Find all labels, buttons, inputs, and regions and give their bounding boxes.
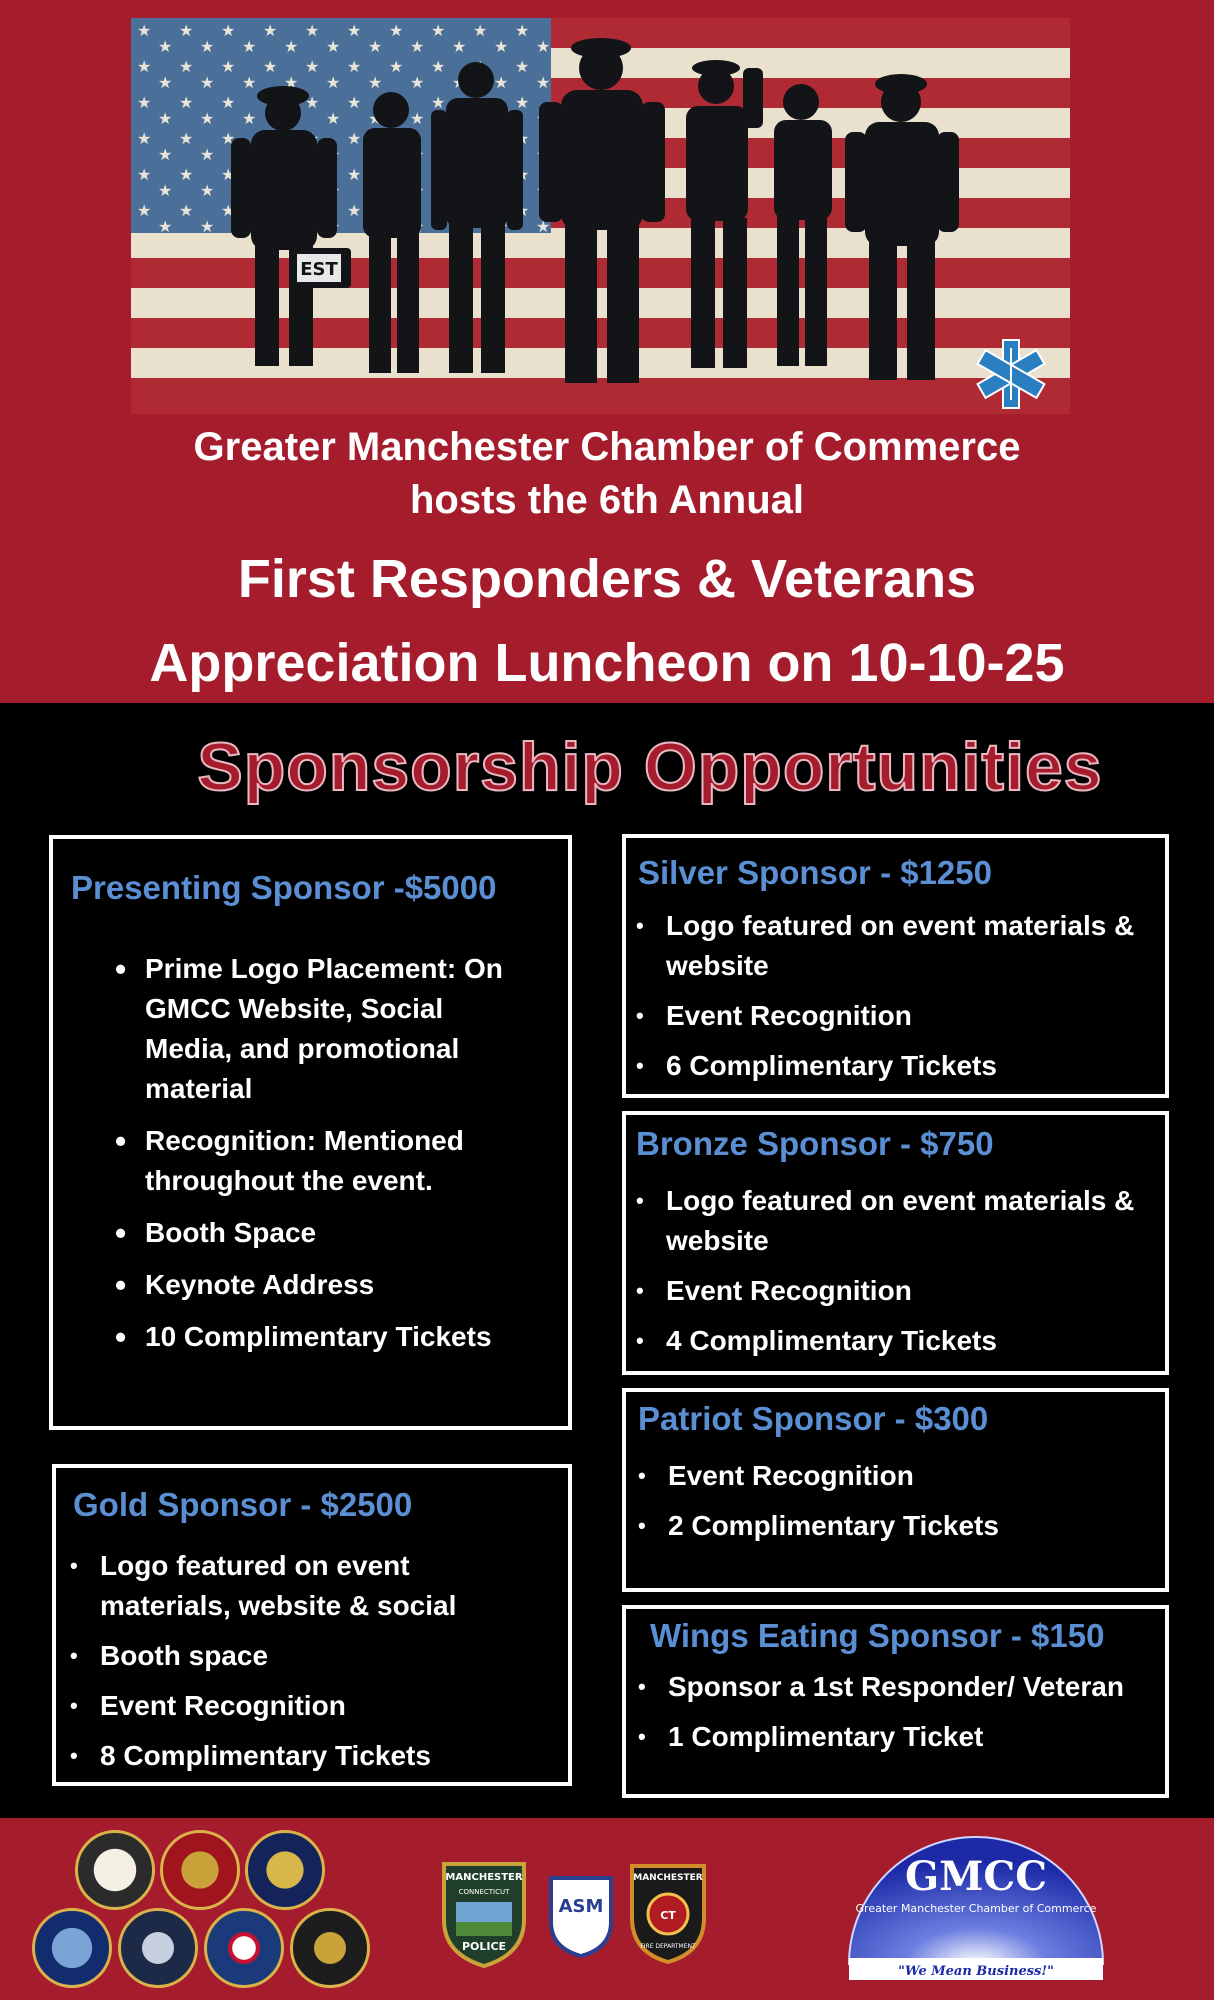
card-title: Bronze Sponsor - $750 <box>636 1125 994 1162</box>
coast-guard-seal-icon <box>204 1908 284 1988</box>
benefits-list <box>111 949 531 1369</box>
chamber-heading: Greater Manchester Chamber of Commerce <box>193 425 1021 469</box>
hosts-heading: hosts the 6th Annual <box>409 478 805 522</box>
list-item: • 8 Complimentary Tickets <box>66 1736 546 1776</box>
event-title-line1: First Responders & Veterans <box>237 549 977 609</box>
gold-sponsor-card <box>52 1464 572 1786</box>
svg-text:MANCHESTER: MANCHESTER <box>633 1873 703 1883</box>
svg-text:Greater Manchester Chamber of: Greater Manchester Chamber of Commerce <box>855 1902 1097 1915</box>
card-title: Presenting Sponsor -$5000 <box>71 869 497 906</box>
benefits-list <box>632 1181 1152 1371</box>
presenting-sponsor-card <box>49 835 572 1430</box>
list-item: • 6 Complimentary Tickets <box>632 1046 1152 1086</box>
card-title: Silver Sponsor - $1250 <box>638 854 992 891</box>
benefits-list <box>632 906 1152 1096</box>
gmcc-logo <box>845 1832 1107 1982</box>
list-item: • 2 Complimentary Tickets <box>634 1506 1154 1546</box>
list-item: • Recognition: Mentioned throughout the event. <box>111 1121 531 1201</box>
manchester-fire-department-badge-icon <box>626 1860 710 1966</box>
list-item: • 1 Complimentary Ticket <box>634 1717 1154 1757</box>
first-responders-flag-banner <box>131 18 1070 414</box>
ambulance-service-badge-icon <box>545 1872 617 1960</box>
event-title-line2: Appreciation Luncheon on 10-10-25 <box>149 633 1065 693</box>
army-seal-icon <box>75 1830 155 1910</box>
list-item: • Event Recognition <box>634 1456 1154 1496</box>
svg-text:FIRE DEPARTMENT: FIRE DEPARTMENT <box>640 1943 696 1950</box>
svg-text:CT: CT <box>660 1909 676 1922</box>
bronze-sponsor-card <box>622 1111 1169 1375</box>
space-force-seal-icon <box>118 1908 198 1988</box>
svg-text:MANCHESTER: MANCHESTER <box>445 1872 523 1883</box>
list-item: • Logo featured on event materials & website <box>632 906 1152 986</box>
svg-text:"We Mean Business!": "We Mean Business!" <box>898 1964 1054 1979</box>
list-item: • Event Recognition <box>632 1271 1152 1311</box>
air-force-seal-icon <box>32 1908 112 1988</box>
navy-seal-icon <box>245 1830 325 1910</box>
list-item: • Booth space <box>66 1636 546 1676</box>
list-item: • Event Recognition <box>66 1686 546 1726</box>
card-title: Wings Eating Sponsor - $150 <box>650 1617 1105 1654</box>
benefits-list <box>634 1667 1154 1767</box>
list-item: • Logo featured on event materials & website <box>632 1181 1152 1261</box>
svg-text:CONNECTICUT: CONNECTICUT <box>458 1888 510 1896</box>
list-item: • Keynote Address <box>111 1265 531 1305</box>
national-guard-seal-icon <box>290 1908 370 1988</box>
header-section <box>0 0 1214 703</box>
list-item: • Event Recognition <box>632 996 1152 1036</box>
benefits-list <box>634 1456 1154 1556</box>
wings-eating-sponsor-card <box>622 1605 1169 1798</box>
marine-corps-seal-icon <box>160 1830 240 1910</box>
manchester-police-badge-icon <box>438 1858 530 1970</box>
list-item: • 4 Complimentary Tickets <box>632 1321 1152 1361</box>
list-item: • 10 Complimentary Tickets <box>111 1317 531 1357</box>
list-item: • Booth Space <box>111 1213 531 1253</box>
svg-text:ASM: ASM <box>558 1896 604 1917</box>
patriot-sponsor-card <box>622 1388 1169 1592</box>
benefits-list <box>66 1546 546 1786</box>
card-title: Patriot Sponsor - $300 <box>638 1400 989 1437</box>
list-item: • Logo featured on event materials, website & social <box>66 1546 546 1626</box>
svg-text:GMCC: GMCC <box>904 1853 1048 1900</box>
case-label: EST <box>300 259 338 280</box>
card-title: Gold Sponsor - $2500 <box>73 1486 413 1523</box>
svg-text:POLICE: POLICE <box>461 1940 507 1953</box>
list-item: • Prime Logo Placement: On GMCC Website, Social Media, and promotional material <box>111 949 531 1109</box>
list-item: • Sponsor a 1st Responder/ Veteran <box>634 1667 1154 1707</box>
section-title: Sponsorship Opportunities <box>197 729 1103 805</box>
silver-sponsor-card <box>622 834 1169 1098</box>
